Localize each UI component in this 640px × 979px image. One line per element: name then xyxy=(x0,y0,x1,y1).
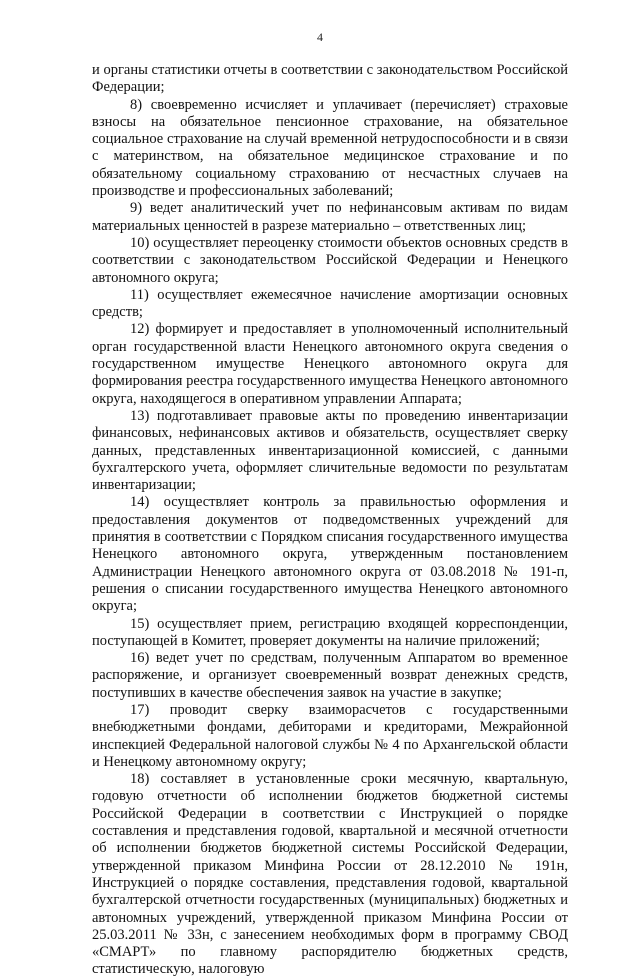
document-body xyxy=(92,62,568,979)
paragraph-continuation: и органы статистики отчеты в соответствии с законодательством Российской Федерации; xyxy=(92,62,568,96)
paragraph-item-16: 16) ведет учет по средствам, полученным Аппаратом во временное распоряжение, и организует своевременный возврат денежных средств, поступивших в качестве обеспечения заявок на участие в закупке; xyxy=(92,650,568,701)
paragraph-item-9: 9) ведет аналитический учет по нефинансовым активам по видам материальных ценностей в разрезе материально – ответственных лиц; xyxy=(92,200,568,234)
paragraph-item-10: 10) осуществляет переоценку стоимости объектов основных средств в соответствии с законодательством Российской Федерации и Ненецкого автономного округа; xyxy=(92,234,568,286)
paragraph-item-18: 18) составляет в установленные сроки месячную, квартальную, годовую отчетности об исполнении бюджетов бюджетной системы Российской Федерации в соответствии с Инструкцией о порядке составления и представления годовой, квартальной и месячной отчетности об исполнении бюджетов бюджетной системы Российской Федерации, утвержденной приказом Минфина России от 28.12.2010 № 191н, Инструкцией о порядке составления, представления годовой, квартальной бухгалтерской отчетности государственных (муниципальных) бюджетных и автономных учреждений, утвержденной приказом Минфина России от 25.03.2011 № 33н, с занесением необходимых форм в программу СВОД «СМАРТ» по главному распорядителю бюджетных средств, статистическую, налоговую xyxy=(92,771,568,978)
paragraph-item-8: 8) своевременно исчисляет и уплачивает (перечисляет) страховые взносы на обязательное пенсионное страхование, на обязательное социальное страхование на случай временной нетрудоспособности и в связи с материнством, на обязательное медицинское страхование и по обязательному социальному страхованию от несчастных случаев на производстве и профессиональных заболеваний; xyxy=(92,96,568,200)
paragraph-item-13: 13) подготавливает правовые акты по проведению инвентаризации финансовых, нефинансовых активов и обязательств, осуществляет сверку данных, представленных инвентаризационной комиссией, с данными бухгалтерского учета, оформляет сличительные ведомости по результатам инвентаризации; xyxy=(92,407,568,494)
paragraph-item-15: 15) осуществляет прием, регистрацию входящей корреспонденции, поступающей в Комитет, проверяет документы на наличие приложений; xyxy=(92,615,568,649)
page-number: 4 xyxy=(317,30,323,44)
paragraph-item-17: 17) проводит сверку взаиморасчетов с государственными внебюджетными фондами, дебиторами и кредиторами, Межрайонной инспекцией Федеральной налоговой службы № 4 по Архангельской области и Ненецкому автономному округу; xyxy=(92,701,568,770)
paragraph-item-12: 12) формирует и предоставляет в уполномоченный исполнительный орган государственной власти Ненецкого автономного округа сведения о государственном имуществе Ненецкого автономного округа для формирования реестра государственного имущества Ненецкого автономного округа, находящегося в оперативном управлении Аппарата; xyxy=(92,321,568,407)
paragraph-item-11: 11) осуществляет ежемесячное начисление амортизации основных средств; xyxy=(92,286,568,321)
paragraph-item-14: 14) осуществляет контроль за правильностью оформления и предоставления документов от подведомственных учреждений для принятия в соответствии с Порядком списания государственного имущества Ненецкого автономного округа, утвержденным постановлением Администрации Ненецкого автономного округа от 03.08.2018 № 191-п, решения о списании государственного имущества Ненецкого автономного округа; xyxy=(92,494,568,615)
